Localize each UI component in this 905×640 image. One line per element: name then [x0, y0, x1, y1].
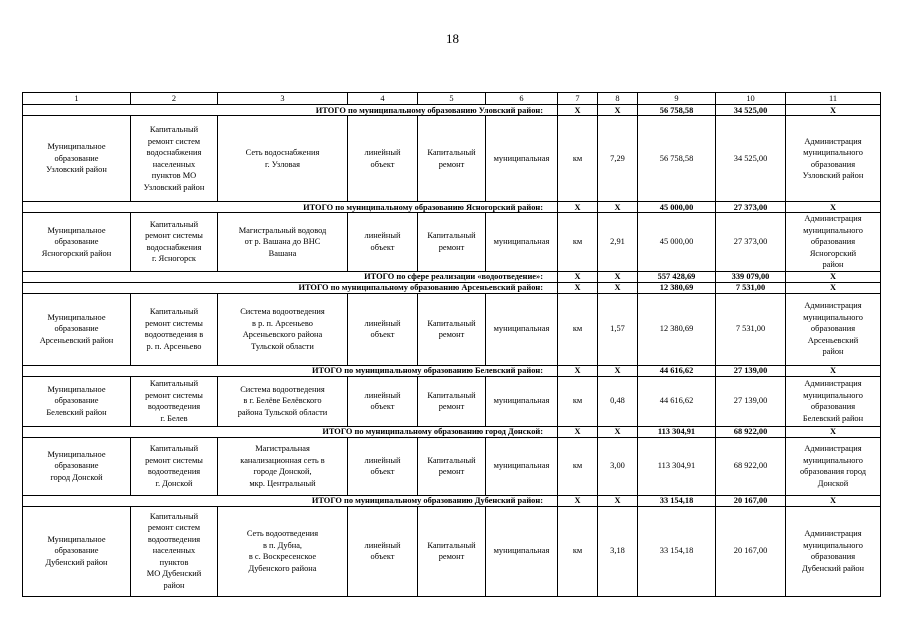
- unit-cell: км: [558, 293, 598, 365]
- work-type-cell: [418, 116, 486, 202]
- total-c8: Х: [598, 105, 638, 116]
- total-c9: 557 428,69: [638, 271, 716, 282]
- length-cell: 2,91: [598, 213, 638, 272]
- work-type-cell-line: ремонт: [438, 467, 465, 476]
- municipality-cell: [23, 437, 131, 495]
- work-type-cell: [418, 213, 486, 272]
- municipality-cell-line: образование: [54, 396, 99, 406]
- executor-cell-line: Донской: [817, 478, 849, 488]
- executor-cell-line: муниципального: [803, 225, 863, 235]
- work-type-cell-line: Капитальный: [427, 540, 476, 550]
- ownership-cell: муниципальная: [486, 116, 558, 202]
- column-number: 3: [218, 93, 348, 105]
- investment-table: [22, 92, 881, 597]
- total-cost-cell: 113 304,91: [638, 437, 716, 495]
- object-name-cell: [218, 213, 348, 272]
- object-type-cell: [348, 437, 418, 495]
- work-type-cell-line: ремонт: [438, 330, 465, 339]
- total-label: ИТОГО по муниципальному образованию город Донской:: [23, 426, 558, 437]
- municipality-cell-line: Ясногорский район: [41, 248, 112, 258]
- object-type-cell-line: объект: [370, 159, 395, 169]
- unit-cell: км: [558, 376, 598, 426]
- total-c9: 113 304,91: [638, 426, 716, 437]
- total-c7: Х: [558, 365, 598, 376]
- column-number: 10: [716, 93, 786, 105]
- total-c9: 33 154,18: [638, 495, 716, 506]
- municipality-cell-line: Муниципальное: [47, 225, 106, 235]
- object-type-cell-line: линейный: [364, 540, 401, 550]
- unit-cell: км: [558, 437, 598, 495]
- municipality-cell-line: Белевский район: [46, 407, 107, 417]
- event-name-cell: [131, 376, 218, 426]
- total-label: ИТОГО по муниципальному образованию Дубенский район:: [23, 495, 558, 506]
- length-cell: 3,00: [598, 437, 638, 495]
- work-type-cell-line: ремонт: [438, 242, 465, 252]
- event-name-cell-line: водоотведения: [147, 402, 201, 411]
- object-type-cell-line: линейный: [364, 318, 401, 328]
- total-c10: 339 079,00: [716, 271, 786, 282]
- length-cell: 3,18: [598, 506, 638, 596]
- work-type-cell-line: ремонт: [438, 159, 465, 169]
- column-number: 5: [418, 93, 486, 105]
- executor-cell-line: муниципального: [803, 540, 863, 550]
- event-name-cell-line: Узловский район: [143, 182, 205, 192]
- total-c7: Х: [558, 271, 598, 282]
- ownership-cell: муниципальная: [486, 376, 558, 426]
- executor-cell-line: Узловский район: [802, 171, 864, 180]
- object-type-cell: [348, 213, 418, 272]
- event-name-cell-line: г. Донской: [155, 478, 193, 488]
- municipality-cell: [23, 293, 131, 365]
- total-c11: Х: [786, 202, 881, 213]
- total-cost-cell: 45 000,00: [638, 213, 716, 272]
- event-name-cell-line: Капитальный: [149, 125, 199, 134]
- work-type-cell-line: Капитальный: [427, 148, 476, 157]
- object-name-cell-line: в с. Воскресенское: [248, 552, 317, 561]
- event-name-cell: [131, 437, 218, 495]
- unit-cell: км: [558, 213, 598, 272]
- object-name-cell-line: Система водоотведения: [240, 384, 325, 394]
- total-cost-cell: 33 154,18: [638, 506, 716, 596]
- event-name-cell-line: Капитальный: [149, 511, 199, 521]
- header-row: [23, 93, 881, 105]
- work-type-cell: [418, 506, 486, 596]
- total-c9: 12 380,69: [638, 282, 716, 293]
- total-c8: Х: [598, 271, 638, 282]
- object-name-cell-line: Вашана: [268, 248, 297, 258]
- column-number: 1: [23, 93, 131, 105]
- total-c8: Х: [598, 495, 638, 506]
- municipality-cell: [23, 506, 131, 596]
- event-name-cell-line: Капитальный: [149, 444, 199, 453]
- data-row: [23, 293, 881, 365]
- total-c11: Х: [786, 282, 881, 293]
- total-c9: 44 616,62: [638, 365, 716, 376]
- object-name-cell-line: Арсеньевского района: [242, 330, 323, 339]
- event-name-cell-line: г. Ясногорск: [151, 254, 197, 264]
- object-type-cell: [348, 293, 418, 365]
- object-name-cell-line: Сеть водоснабжения: [245, 148, 320, 157]
- executor-cell-line: муниципального: [803, 390, 863, 400]
- ownership-cell: муниципальная: [486, 213, 558, 272]
- work-type-cell-line: Капитальный: [427, 318, 476, 328]
- total-c8: Х: [598, 426, 638, 437]
- executor-cell-line: Дубенский район: [801, 563, 865, 573]
- object-name-cell-line: Тульской области: [251, 341, 314, 351]
- municipality-cell-line: Дубенский район: [45, 557, 108, 567]
- table-body: [23, 93, 881, 597]
- object-name-cell: [218, 376, 348, 426]
- object-name-cell-line: в р. п. Арсеньево: [252, 318, 313, 328]
- total-label: ИТОГО по сфере реализации «водоотведение»:: [23, 271, 558, 282]
- executor-cell: [786, 437, 881, 495]
- event-name-cell-line: населенных: [152, 159, 196, 169]
- total-c7: Х: [558, 202, 598, 213]
- total-c10: 27 373,00: [716, 202, 786, 213]
- object-name-cell-line: от р. Вашана до ВНС: [244, 237, 321, 246]
- data-row: [23, 506, 881, 596]
- municipality-cell-line: город Донской: [50, 472, 103, 482]
- event-name-cell-line: ремонт систем: [147, 523, 201, 533]
- object-name-cell-line: Магистральная: [255, 444, 310, 453]
- budget-cost-cell: 34 525,00: [716, 116, 786, 202]
- total-row: [23, 282, 881, 293]
- executor-cell-line: Администрация: [804, 379, 862, 388]
- column-number: 9: [638, 93, 716, 105]
- executor-cell-line: муниципального: [803, 455, 863, 465]
- event-name-cell-line: Капитальный: [149, 307, 199, 316]
- event-name-cell-line: МО Дубенский: [146, 569, 202, 579]
- total-c11: Х: [786, 495, 881, 506]
- budget-cost-cell: 27 139,00: [716, 376, 786, 426]
- object-name-cell-line: Система водоотведения: [240, 307, 325, 316]
- object-type-cell-line: линейный: [364, 455, 401, 465]
- executor-cell-line: район: [822, 260, 844, 269]
- executor-cell-line: образования: [810, 324, 856, 334]
- event-name-cell-line: ремонт систем: [147, 136, 201, 146]
- object-name-cell-line: мкр. Центральный: [249, 478, 316, 488]
- event-name-cell-line: водоснабжения: [146, 242, 202, 252]
- executor-cell-line: Администрация: [804, 529, 862, 538]
- work-type-cell-line: ремонт: [438, 402, 465, 411]
- total-row: [23, 202, 881, 213]
- event-name-cell-line: водоотведения в: [144, 330, 204, 339]
- column-number: 7: [558, 93, 598, 105]
- executor-cell: [786, 116, 881, 202]
- object-type-cell-line: объект: [370, 242, 395, 252]
- object-name-cell: [218, 293, 348, 365]
- event-name-cell: [131, 213, 218, 272]
- municipality-cell-line: Узловский район: [46, 165, 107, 175]
- column-number: 11: [786, 93, 881, 105]
- total-c10: 27 139,00: [716, 365, 786, 376]
- object-name-cell: [218, 437, 348, 495]
- total-c7: Х: [558, 282, 598, 293]
- total-c7: Х: [558, 105, 598, 116]
- object-name-cell-line: района Тульской области: [237, 407, 328, 417]
- event-name-cell-line: пунктов: [159, 557, 189, 567]
- executor-cell-line: образования: [810, 237, 856, 246]
- budget-cost-cell: 27 373,00: [716, 213, 786, 272]
- total-c9: 56 758,58: [638, 105, 716, 116]
- municipality-cell-line: образование: [54, 324, 99, 334]
- object-name-cell-line: Дубенского района: [248, 563, 317, 573]
- executor-cell-line: муниципального: [803, 148, 863, 157]
- length-cell: 0,48: [598, 376, 638, 426]
- municipality-cell-line: Муниципальное: [47, 142, 106, 152]
- total-c10: 68 922,00: [716, 426, 786, 437]
- event-name-cell: [131, 506, 218, 596]
- event-name-cell: [131, 293, 218, 365]
- object-name-cell: [218, 506, 348, 596]
- work-type-cell-line: ремонт: [438, 552, 465, 561]
- event-name-cell-line: пунктов МО: [151, 171, 197, 180]
- total-c11: Х: [786, 426, 881, 437]
- executor-cell-line: образования: [810, 402, 856, 411]
- executor-cell-line: муниципального: [803, 312, 863, 322]
- budget-cost-cell: 20 167,00: [716, 506, 786, 596]
- object-name-cell-line: городе Донской,: [253, 467, 312, 476]
- executor-cell-line: образования город: [799, 467, 867, 476]
- work-type-cell-line: Капитальный: [427, 455, 476, 465]
- event-name-cell-line: водоснабжения: [146, 148, 202, 157]
- total-c8: Х: [598, 282, 638, 293]
- municipality-cell: [23, 213, 131, 272]
- total-c11: Х: [786, 271, 881, 282]
- total-cost-cell: 12 380,69: [638, 293, 716, 365]
- ownership-cell: муниципальная: [486, 293, 558, 365]
- data-row: [23, 376, 881, 426]
- data-row: [23, 213, 881, 272]
- municipality-cell-line: образование: [54, 237, 99, 246]
- object-name-cell-line: в г. Белёве Белёвского: [243, 396, 322, 406]
- work-type-cell: [418, 293, 486, 365]
- total-c11: Х: [786, 105, 881, 116]
- total-label: ИТОГО по муниципальному образованию Ясногорский район:: [23, 202, 558, 213]
- length-cell: 7,29: [598, 116, 638, 202]
- event-name-cell-line: Капитальный: [149, 219, 199, 229]
- total-c9: 45 000,00: [638, 202, 716, 213]
- ownership-cell: муниципальная: [486, 506, 558, 596]
- total-c10: 34 525,00: [716, 105, 786, 116]
- executor-cell-line: Администрация: [804, 301, 862, 311]
- column-number: 2: [131, 93, 218, 105]
- total-c8: Х: [598, 365, 638, 376]
- object-type-cell-line: линейный: [364, 231, 401, 241]
- event-name-cell-line: ремонт системы: [145, 455, 203, 465]
- object-name-cell-line: г. Узловая: [265, 159, 300, 169]
- municipality-cell-line: Муниципальное: [47, 449, 106, 459]
- event-name-cell-line: район: [163, 580, 185, 590]
- executor-cell-line: район: [822, 347, 844, 357]
- municipality-cell: [23, 376, 131, 426]
- work-type-cell-line: Капитальный: [427, 390, 476, 400]
- total-c7: Х: [558, 495, 598, 506]
- total-c11: Х: [786, 365, 881, 376]
- total-row: [23, 426, 881, 437]
- municipality-cell-line: Муниципальное: [47, 534, 106, 544]
- object-type-cell-line: объект: [370, 330, 395, 339]
- object-type-cell: [348, 506, 418, 596]
- column-number: 4: [348, 93, 418, 105]
- object-type-cell-line: линейный: [364, 148, 401, 157]
- municipality-cell-line: образование: [54, 153, 99, 163]
- event-name-cell: [131, 116, 218, 202]
- executor-cell-line: Арсеньевский: [807, 335, 859, 345]
- event-name-cell-line: ремонт системы: [145, 390, 203, 400]
- ownership-cell: муниципальная: [486, 437, 558, 495]
- total-cost-cell: 56 758,58: [638, 116, 716, 202]
- executor-cell: [786, 506, 881, 596]
- work-type-cell-line: Капитальный: [427, 231, 476, 241]
- municipality-cell-line: Муниципальное: [47, 312, 106, 322]
- length-cell: 1,57: [598, 293, 638, 365]
- data-row: [23, 437, 881, 495]
- executor-cell-line: образования: [810, 552, 856, 561]
- work-type-cell: [418, 376, 486, 426]
- executor-cell: [786, 293, 881, 365]
- object-name-cell: [218, 116, 348, 202]
- executor-cell: [786, 213, 881, 272]
- object-type-cell-line: объект: [370, 552, 395, 561]
- municipality-cell-line: Арсеньевский район: [39, 335, 114, 345]
- municipality-cell-line: образование: [54, 461, 99, 471]
- object-type-cell-line: объект: [370, 467, 395, 476]
- municipality-cell: [23, 116, 131, 202]
- data-row: [23, 116, 881, 202]
- object-name-cell-line: Магистральный водовод: [238, 225, 327, 235]
- object-type-cell-line: объект: [370, 402, 395, 411]
- total-c10: 7 531,00: [716, 282, 786, 293]
- total-c10: 20 167,00: [716, 495, 786, 506]
- total-label: ИТОГО по муниципальному образованию Уловский район:: [23, 105, 558, 116]
- total-row: [23, 105, 881, 116]
- unit-cell: км: [558, 116, 598, 202]
- budget-cost-cell: 7 531,00: [716, 293, 786, 365]
- event-name-cell-line: водоотведения: [147, 534, 201, 544]
- total-c8: Х: [598, 202, 638, 213]
- work-type-cell: [418, 437, 486, 495]
- event-name-cell-line: ремонт системы: [145, 231, 203, 241]
- total-c7: Х: [558, 426, 598, 437]
- event-name-cell-line: населенных: [152, 546, 196, 556]
- event-name-cell-line: водоотведения: [147, 467, 201, 476]
- executor-cell-line: образования: [810, 159, 856, 169]
- total-cost-cell: 44 616,62: [638, 376, 716, 426]
- total-row: [23, 271, 881, 282]
- page-number: 18: [446, 31, 459, 46]
- column-number: 6: [486, 93, 558, 105]
- municipality-cell-line: Муниципальное: [47, 384, 106, 394]
- municipality-cell-line: образование: [54, 546, 99, 556]
- event-name-cell-line: ремонт системы: [145, 318, 203, 328]
- object-name-cell-line: Сеть водоотведения: [246, 529, 319, 538]
- executor-cell-line: Ясногорский: [809, 248, 857, 258]
- object-type-cell: [348, 376, 418, 426]
- executor-cell: [786, 376, 881, 426]
- executor-cell-line: Белевский район: [802, 413, 864, 423]
- executor-cell-line: Администрация: [804, 444, 862, 453]
- executor-cell-line: Администрация: [804, 136, 862, 146]
- total-label: ИТОГО по муниципальному образованию Арсеньевский район:: [23, 282, 558, 293]
- total-label: ИТОГО по муниципальному образованию Белевский район:: [23, 365, 558, 376]
- budget-cost-cell: 68 922,00: [716, 437, 786, 495]
- total-row: [23, 495, 881, 506]
- total-row: [23, 365, 881, 376]
- object-name-cell-line: канализационная сеть в: [240, 455, 325, 465]
- unit-cell: км: [558, 506, 598, 596]
- object-type-cell-line: линейный: [364, 390, 401, 400]
- event-name-cell-line: г. Белев: [160, 413, 188, 423]
- column-number: 8: [598, 93, 638, 105]
- event-name-cell-line: р. п. Арсеньево: [146, 341, 202, 351]
- object-name-cell-line: в п. Дубна,: [262, 540, 303, 550]
- event-name-cell-line: Капитальный: [149, 379, 199, 388]
- executor-cell-line: Администрация: [804, 214, 862, 223]
- object-type-cell: [348, 116, 418, 202]
